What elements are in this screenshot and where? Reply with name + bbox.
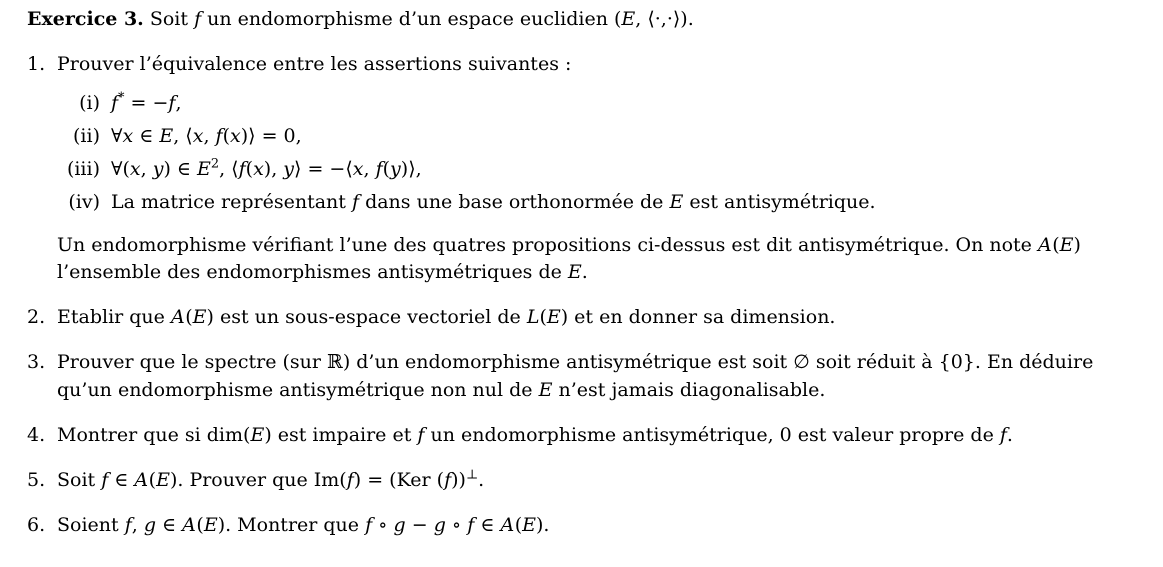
item-1 bbox=[27, 50, 1137, 78]
subitem-iv-text: La matrice représentant f dans une base orthonormée de E est antisymétrique. bbox=[111, 191, 876, 213]
item-4-number: 4. bbox=[27, 424, 46, 446]
item-2-text: Etablir que A(E) est un sous-espace vectoriel de L(E) et en donner sa dimension. bbox=[57, 306, 836, 328]
subitem-iv bbox=[27, 188, 1137, 216]
subitem-iv-label: (iv) bbox=[68, 191, 100, 213]
subitem-iii bbox=[27, 155, 1137, 183]
subitem-iii-text: ∀(x, y) ∈ $E^2$, ⟨f(x), y⟩ = −⟨x, f(y)⟩, bbox=[111, 156, 422, 180]
item-4 bbox=[27, 421, 1137, 449]
item-6-text: Soient f, g ∈ A(E). Montrer que f ∘ g − g ∘ f ∈ A(E). bbox=[57, 514, 550, 536]
item-3-number: 3. bbox=[27, 351, 46, 373]
subitem-i-label: (i) bbox=[79, 92, 100, 114]
item-5-number: 5. bbox=[27, 469, 46, 491]
exercise-title-line: Exercice 3. Soit f un endomorphisme d’un espace euclidien (E, ⟨·,·⟩). bbox=[27, 8, 694, 30]
subitem-i-text: f* = −f, bbox=[111, 90, 182, 114]
subitem-ii bbox=[27, 122, 1137, 150]
subitem-iii-label: (iii) bbox=[66, 158, 100, 180]
item-3 bbox=[27, 348, 1137, 404]
item-5-text: Soit f ∈ A(E). Prouver que Im(f) = (Ker (f))⊥. bbox=[57, 467, 485, 491]
assertions-list bbox=[27, 89, 1137, 216]
subitem-i bbox=[27, 89, 1137, 117]
item-2 bbox=[27, 303, 1137, 331]
item-6 bbox=[27, 511, 1137, 539]
antisymmetric-definition-note: Un endomorphisme vérifiant l’une des quatres propositions ci-dessus est dit antisymétrique. On note A(E) l’ensemble des endomorphismes antisymétriques de E. bbox=[57, 234, 1081, 283]
item-1-number: 1. bbox=[27, 53, 46, 75]
item-4-text: Montrer que si dim(E) est impaire et f un endomorphisme antisymétrique, 0 est valeur propre de f. bbox=[57, 424, 1013, 446]
subitem-ii-label: (ii) bbox=[73, 125, 100, 147]
item-6-number: 6. bbox=[27, 514, 46, 536]
item-5 bbox=[27, 466, 1137, 494]
subitem-ii-text: ∀x ∈ E, ⟨x, f(x)⟩ = 0, bbox=[111, 125, 302, 147]
item-2-number: 2. bbox=[27, 306, 46, 328]
item-1-text: Prouver l’équivalence entre les assertions suivantes : bbox=[57, 53, 572, 75]
item-3-text: Prouver que le spectre (sur ℝ) d’un endomorphisme antisymétrique est soit ∅ soit réduit à {0}. En déduire qu’un endomorphisme antisymétrique non nul de E n’est jamais diagonalisable. bbox=[57, 351, 1094, 401]
